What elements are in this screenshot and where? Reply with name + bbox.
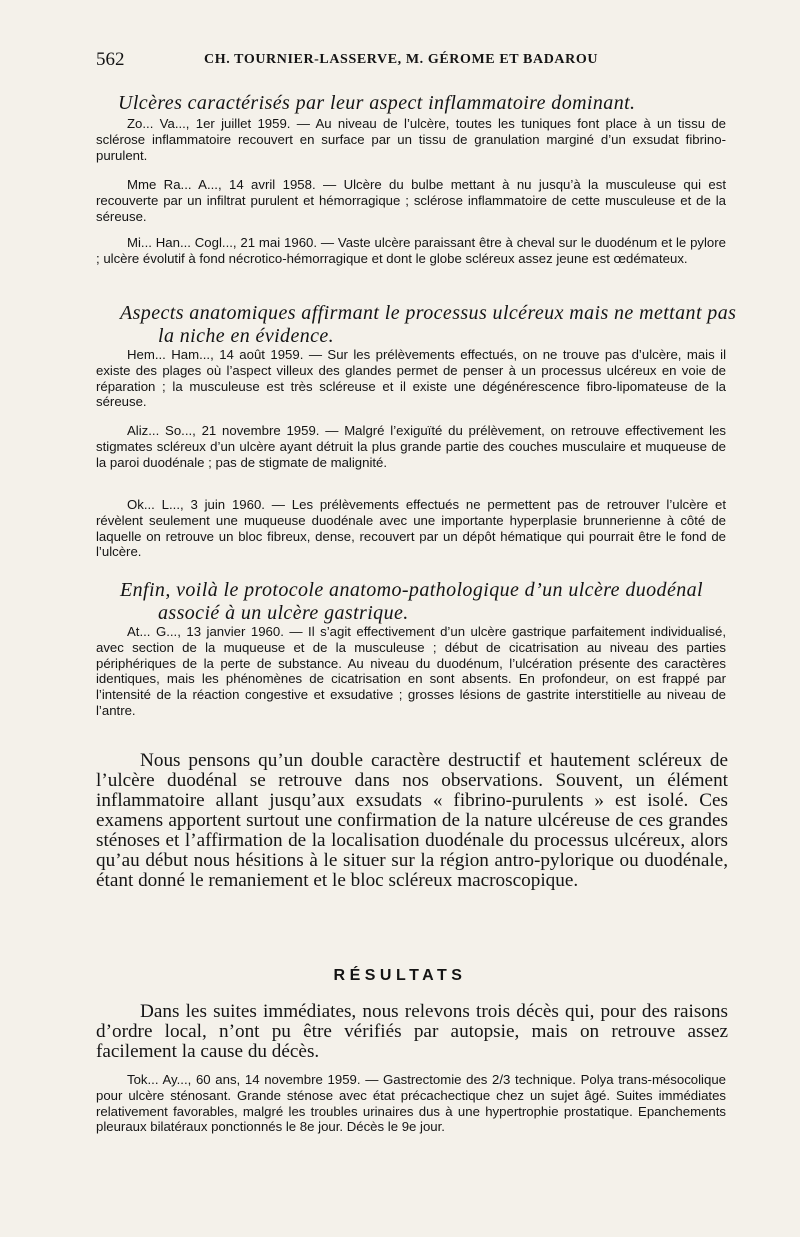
page-number: 562 <box>96 49 125 70</box>
running-head: CH. TOURNIER-LASSERVE, M. GÉROME ET BADAROU <box>204 52 599 67</box>
page-header <box>96 49 760 75</box>
results-intro-paragraph: Dans les suites immédiates, nous relevons trois décès qui, pour des raisons d’ordre local, n’ont pu être vérifiés par autopsie, mais on retrouve assez facilement la cause du décès. <box>96 1001 728 1062</box>
case-paragraph: Aliz... So..., 21 novembre 1959. — Malgré l’exiguïté du prélèvement, on retrouve effectivement les stigmates scléreux d’un ulcère ayant détruit la plus grande partie des couches musculaire et muqueuse de la paroi duodénale ; pas de stigmate de malignité. <box>96 423 726 470</box>
discussion-paragraph: Nous pensons qu’un double caractère destructif et hautement scléreux de l’ulcère duodénal se retrouve dans nos observations. Souvent, un élément inflammatoire allant jusqu’aux exsudats « fibrino-purulents » est isolé. Ces examens apportent surtout une confirmation de la nature ulcéreuse de ces grandes sténoses et l’affirmation de la localisation duodénale du processus ulcéreux, alors qu’au début nous hésitions à le situer sur la région antro-pylorique ou duodénale, étant donné le remaniement et le bloc scléreux macroscopique. <box>96 750 728 891</box>
case-paragraph: Zo... Va..., 1er juillet 1959. — Au niveau de l’ulcère, toutes les tuniques font place à un tissu de sclérose inflammatoire recouvert en surface par un tissu de granulation marginé d’un exsudat fibrino-purulent. <box>96 116 726 163</box>
section-title-inflammatory: Ulcères caractérisés par leur aspect inflammatoire dominant. <box>118 92 636 114</box>
case-paragraph: Mme Ra... A..., 14 avril 1958. — Ulcère du bulbe mettant à nu jusqu’à la musculeuse qui est recouverte par un infiltrat purulent et hémorragique ; sclérose inflammatoire de cette musculeuse et de la séreuse. <box>96 177 726 224</box>
case-paragraph: Mi... Han... Cogl..., 21 mai 1960. — Vaste ulcère paraissant être à cheval sur le duodénum et le pylore ; ulcère évolutif à fond nécrotico-hémorragique et dont le globe scléreux assez jeune est œdémateux. <box>96 235 726 266</box>
results-heading: RÉSULTATS <box>333 967 467 984</box>
case-paragraph: Tok... Ay..., 60 ans, 14 novembre 1959. — Gastrectomie des 2/3 technique. Polya trans-mésocolique pour ulcère sténosant. Grande sténose avec état précachectique chez un sujet âgé. Suites immédiates relativement favorables, malgré les troubles urinaires dus à une hypertrophie prostatique. Epanchements pleuraux bilatéraux ponctionnés le 8e jour. Décès le 9e jour. <box>96 1072 726 1135</box>
case-paragraph: Hem... Ham..., 14 août 1959. — Sur les prélèvements effectués, on ne trouve pas d’ulcère, mais il existe des plages où l’aspect villeux des glandes permet de penser à un processus ulcéreux en voie de réparation ; la musculeuse est très scléreuse et il existe une dégénérescence fibro-lipomateuse de la séreuse. <box>96 347 726 410</box>
section-title-ulcerative-process: Aspects anatomiques affirmant le processus ulcéreux mais ne mettant pas la niche en évidence. <box>120 302 737 347</box>
section-title-protocol: Enfin, voilà le protocole anatomo-pathologique d’un ulcère duodénal associé à un ulcère gastrique. <box>120 579 703 624</box>
case-paragraph: At... G..., 13 janvier 1960. — Il s’agit effectivement d’un ulcère gastrique parfaitement individualisé, avec section de la muqueuse et de la musculeuse ; début de cicatrisation au niveau des parties périphériques de la perte de substance. Au niveau du duodénum, l’ulcération présente des caractères identiques, mais les phénomènes de cicatrisation en sont absents. En profondeur, on est frappé par l’intensité de la réaction congestive et exsudative ; grosses lésions de gastrite interstitielle au niveau de l’antre. <box>96 624 726 718</box>
case-paragraph: Ok... L..., 3 juin 1960. — Les prélèvements effectués ne permettent pas de retrouver l’ulcère et révèlent seulement une muqueuse duodénale avec une importante hyperplasie brunnerienne à côté de laquelle on retrouve un bloc fibreux, dense, recouvert par un dépôt hématique qui pourrait être le fond de l’ulcère. <box>96 497 726 560</box>
